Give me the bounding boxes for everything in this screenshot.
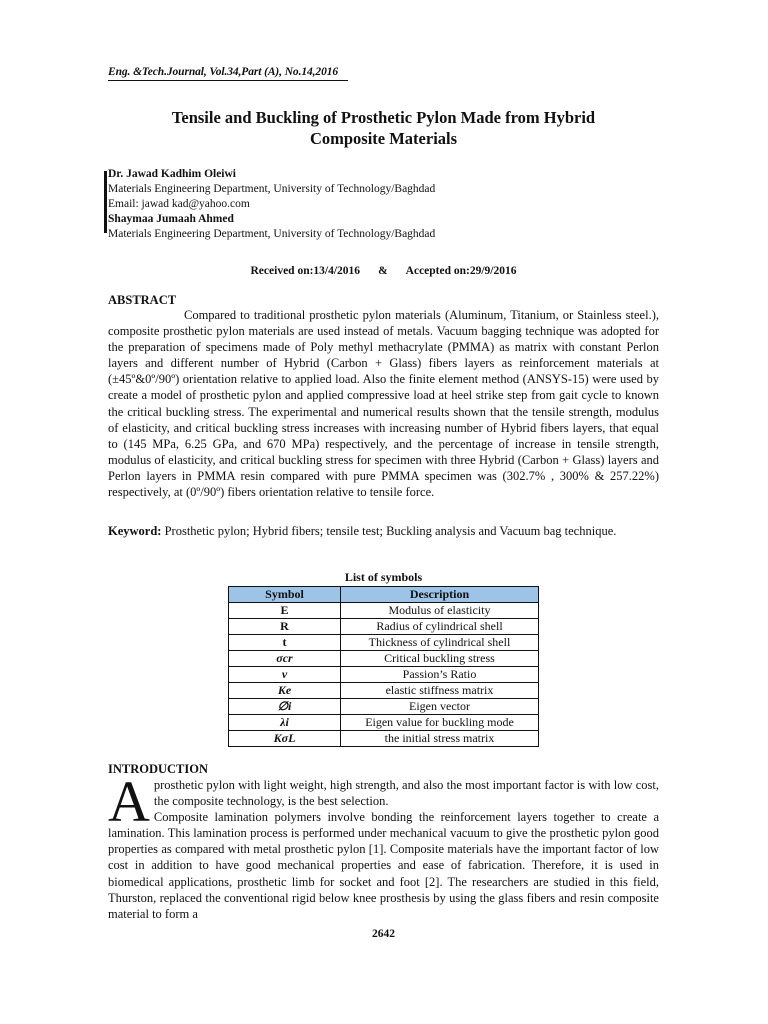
table-row — [229, 635, 539, 651]
description-cell: elastic stiffness matrix — [341, 683, 539, 699]
symbol-cell: t — [229, 635, 341, 651]
symbols-table — [228, 586, 539, 747]
table-row — [229, 683, 539, 699]
keywords — [108, 523, 659, 539]
title-line-2: Composite Materials — [309, 129, 458, 148]
author-email-1: Email: jawad kad@yahoo.com — [108, 198, 250, 210]
description-cell: the initial stress matrix — [341, 731, 539, 747]
page-number: 2642 — [372, 928, 395, 940]
description-cell: Thickness of cylindrical shell — [341, 635, 539, 651]
header-description: Description — [341, 587, 539, 603]
description-cell: Radius of cylindrical shell — [341, 619, 539, 635]
symbol-cell: ν — [229, 667, 341, 683]
intro-paragraph-1: prosthetic pylon with light weight, high strength, and also the most important factor is with low cost, the composite technology, is the best selection. — [153, 778, 659, 809]
abstract-heading: ABSTRACT — [108, 293, 177, 307]
author-affiliation-2: Materials Engineering Department, University of Technology/Baghdad — [108, 228, 436, 240]
description-cell: Modulus of elasticity — [341, 603, 539, 619]
drop-cap: A — [108, 769, 150, 834]
symbol-cell: KσL — [229, 731, 341, 747]
description-cell: Critical buckling stress — [341, 651, 539, 667]
symbol-cell: R — [229, 619, 341, 635]
author-affiliation-1: Materials Engineering Department, University of Technology/Baghdad — [108, 183, 436, 195]
description-cell: Eigen vector — [341, 699, 539, 715]
keyword-text: Prosthetic pylon; Hybrid fibers; tensile test; Buckling analysis and Vacuum bag technique. — [161, 524, 617, 538]
received-accepted-line — [108, 265, 659, 277]
table-row — [229, 651, 539, 667]
table-row — [229, 731, 539, 747]
description-cell: Eigen value for buckling mode — [341, 715, 539, 731]
symbol-cell: Ke — [229, 683, 341, 699]
symbol-cell: E — [229, 603, 341, 619]
ampersand: & — [378, 265, 388, 277]
received-date: Received on:13/4/2016 — [250, 265, 361, 277]
introduction-heading: INTRODUCTION — [108, 762, 209, 776]
description-cell: Passion’s Ratio — [341, 667, 539, 683]
symbol-cell: ∅i — [229, 699, 341, 715]
keyword-label: Keyword: — [108, 524, 162, 538]
header-symbol: Symbol — [229, 587, 341, 603]
symbols-caption: List of symbols — [344, 570, 423, 584]
table-header-row — [229, 587, 539, 603]
table-row — [229, 619, 539, 635]
title-line-1: Tensile and Buckling of Prosthetic Pylon Made from Hybrid — [171, 108, 596, 127]
table-row — [229, 715, 539, 731]
table-row — [229, 699, 539, 715]
abstract-text: Compared to traditional prosthetic pylon materials (Aluminum, Titanium, or Stainless steel.), composite prosthetic pylon materials are used instead of metals. Vacuum bagging technique was adopted for the preparation of specimens made of Poly methyl methacrylate (PMMA) as matrix with constant Perlon layers and different number of Hybrid (Carbon + Glass) fibers layers as reinforcement materials at (±45º&0º/90º) orientation relative to applied load. Also the finite element method (ANSYS-15) were used by create a model of prosthetic pylon and applied compressive load at heel strike step from gait cycle to known the critical buckling stress. The experimental and numerical results shown that the tensile strength, modulus of elasticity, and critical buckling stress increases with increasing number of Hybrid fibers layers, that equal to (145 MPa, 6.25 GPa, and 670 MPa) respectively, and the percentage of increase in tensile strength, modulus of elasticity, and critical buckling stress for specimen with three Hybrid (Carbon + Glass) layers and Perlon layers in PMMA resin compared with pure PMMA specimen was (302.7% , 300% & 257.22%) respectively, at (0º/90º) fibers orientation relative to tensile force. — [108, 308, 659, 500]
author-block-bar — [104, 171, 107, 233]
paper-title — [108, 107, 659, 149]
author-name-1: Dr. Jawad Kadhim Oleiwi — [108, 168, 237, 180]
accepted-date: Accepted on:29/9/2016 — [405, 265, 517, 277]
symbol-cell: λi — [229, 715, 341, 731]
intro-paragraph-2: Composite lamination polymers involve bonding the reinforcement layers together to create a lamination. This lamination process is performed under mechanical vacuum to give the prosthetic pylon good properties as compared with metal prosthetic pylon [1]. Composite materials have the important factor of low cost in addition to have good mechanical properties and ease of fabrication. Therefore, it is used in biomedical applications, prosthetic limb for socket and foot [2]. The researchers are studied in this field, Thurston, replaced the conventional rigid below knee prosthesis by using the glass fibers and resin composite material to form a — [108, 810, 659, 921]
table-row — [229, 603, 539, 619]
table-row — [229, 667, 539, 683]
symbol-cell: σcr — [229, 651, 341, 667]
journal-header-rule — [108, 80, 348, 81]
author-name-2: Shaymaa Jumaah Ahmed — [108, 213, 234, 225]
author-block — [108, 167, 659, 242]
journal-header: Eng. &Tech.Journal, Vol.34,Part (A), No.14,2016 — [108, 66, 339, 78]
